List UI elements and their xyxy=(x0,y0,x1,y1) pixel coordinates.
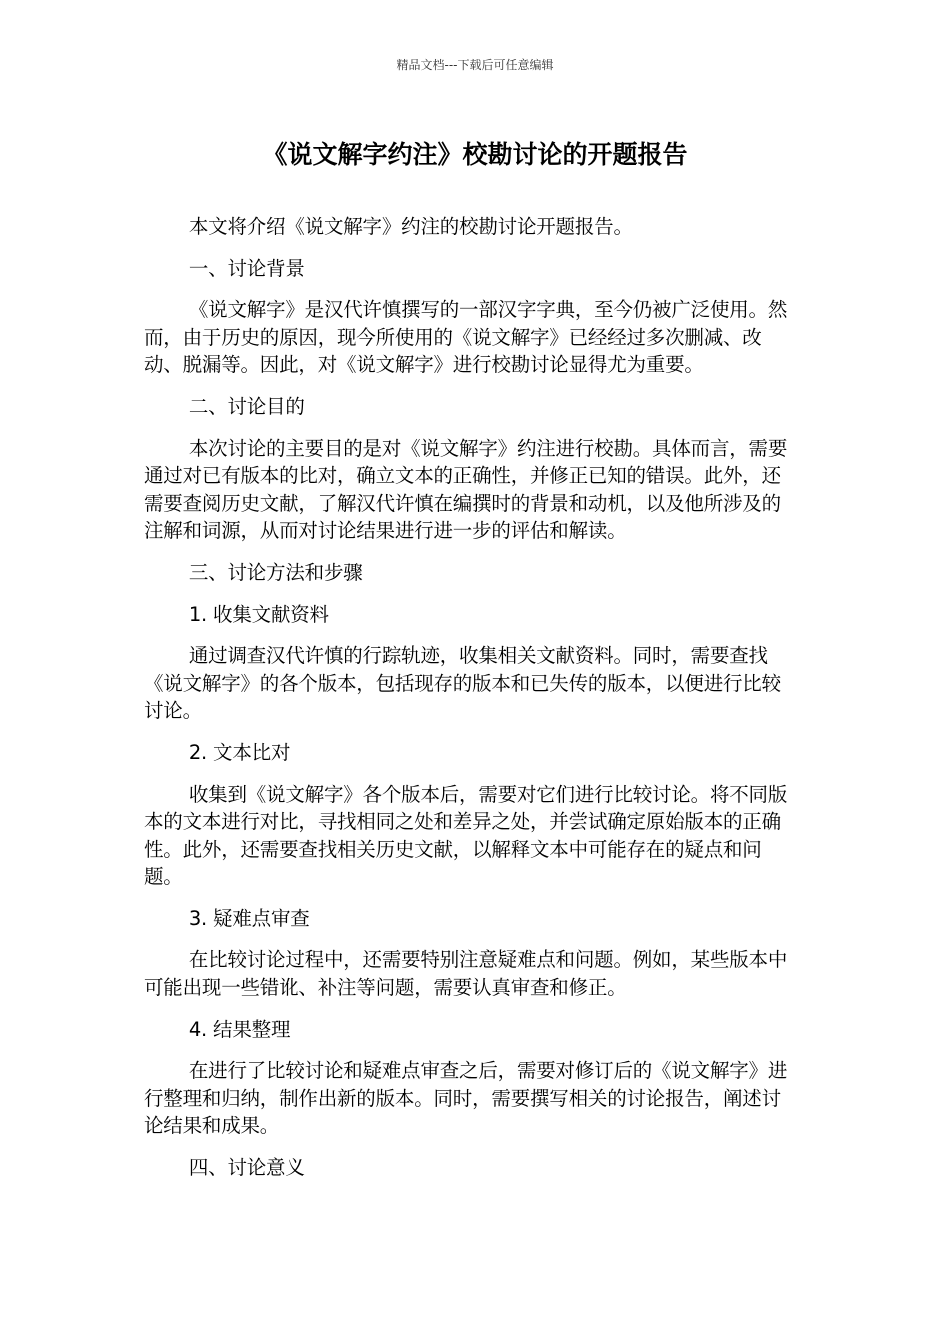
review-paragraph: 在比较讨论过程中，还需要特别注意疑难点和问题。例如，某些版本中可能出现一些错讹、补注等问题，需要认真审查和修正。 xyxy=(144,948,788,1000)
intro-paragraph: 本文将介绍《说文解字》约注的校勘讨论开题报告。 xyxy=(188,215,633,238)
step-heading-collect: 1. 收集文献资料 xyxy=(188,602,329,626)
section-heading-purpose: 二、讨论目的 xyxy=(188,394,305,418)
step-heading-compare: 2. 文本比对 xyxy=(188,740,291,764)
section-heading-methods: 三、讨论方法和步骤 xyxy=(188,560,363,584)
purpose-paragraph: 本次讨论的主要目的是对《说文解字》约注进行校勘。具体而言，需要通过对已有版本的比对，确立文本的正确性，并修正已知的错误。此外，还需要查阅历史文献，了解汉代许慎在编撰时的背景和动机，以及他所涉及的注解和词源，从而对讨论结果进行进一步的评估和解读。 xyxy=(144,436,788,543)
step-heading-review: 3. 疑难点审查 xyxy=(188,906,310,930)
background-paragraph: 《说文解字》是汉代许慎撰写的一部汉字字典，至今仍被广泛使用。然而，由于历史的原因，现今所使用的《说文解字》已经经过多次删减、改动、脱漏等。因此，对《说文解字》进行校勘讨论显得尤为重要。 xyxy=(144,298,788,377)
header-note: 精品文档---下载后可任意编辑 xyxy=(396,58,554,72)
document-body xyxy=(144,213,798,1196)
document-title: 《说文解字约注》校勘讨论的开题报告 xyxy=(262,140,688,169)
collect-paragraph: 通过调查汉代许慎的行踪轨迹，收集相关文献资料。同时，需要查找《说文解字》的各个版本，包括现存的版本和已失传的版本，以便进行比较讨论。 xyxy=(144,644,781,723)
section-heading-significance: 四、讨论意义 xyxy=(188,1156,305,1180)
compare-paragraph: 收集到《说文解字》各个版本后，需要对它们进行比较讨论。将不同版本的文本进行对比，寻找相同之处和差异之处，并尝试确定原始版本的正确性。此外，还需要查找相关历史文献，以解释文本中可能存在的疑点和问题。 xyxy=(144,782,788,889)
organize-paragraph: 在进行了比较讨论和疑难点审查之后，需要对修订后的《说文解字》进行整理和归纳，制作出新的版本。同时，需要撰写相关的讨论报告，阐述讨论结果和成果。 xyxy=(144,1059,788,1138)
step-heading-organize: 4. 结果整理 xyxy=(188,1017,291,1041)
section-heading-background: 一、讨论背景 xyxy=(188,256,305,280)
